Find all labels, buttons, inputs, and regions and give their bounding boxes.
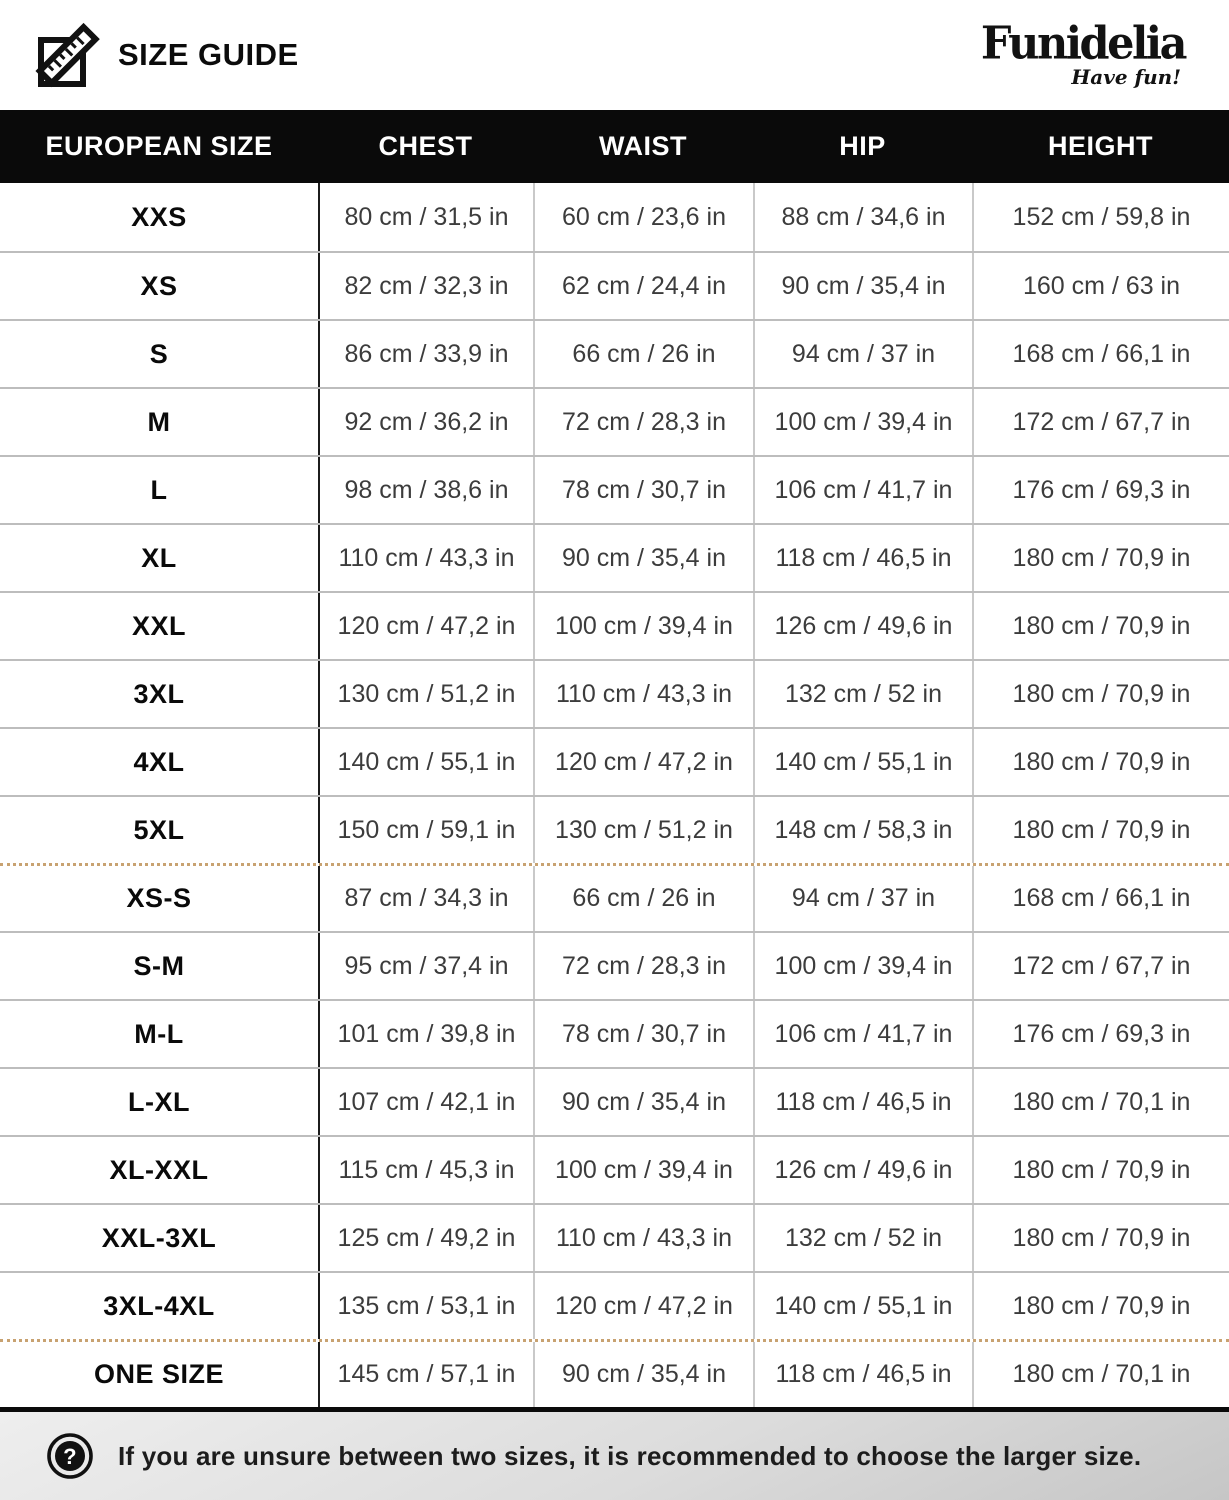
waist-value: 100 cm / 39,4 in: [533, 593, 753, 659]
table-row: [0, 1203, 1229, 1271]
chest-value: 101 cm / 39,8 in: [318, 1001, 533, 1067]
column-header-european-size: EUROPEAN SIZE: [45, 131, 273, 161]
table-row: [0, 455, 1229, 523]
size-label: XL-XXL: [109, 1154, 209, 1185]
waist-value: 72 cm / 28,3 in: [533, 933, 753, 999]
waist-value: 60 cm / 23,6 in: [533, 183, 753, 251]
chest-value: 140 cm / 55,1 in: [318, 729, 533, 795]
waist-value: 72 cm / 28,3 in: [533, 389, 753, 455]
waist-value: 110 cm / 43,3 in: [533, 1205, 753, 1271]
hip-value: 118 cm / 46,5 in: [753, 1069, 972, 1135]
table-row: [0, 1067, 1229, 1135]
size-label: XS: [140, 270, 178, 301]
size-label: 3XL: [133, 678, 185, 709]
waist-value: 62 cm / 24,4 in: [533, 253, 753, 319]
height-value: 160 cm / 63 in: [972, 253, 1229, 319]
table-row: [0, 387, 1229, 455]
table-row: [0, 183, 1229, 251]
table-row: [0, 1339, 1229, 1407]
hip-value: 100 cm / 39,4 in: [753, 389, 972, 455]
hip-value: 118 cm / 46,5 in: [753, 1342, 972, 1407]
hip-value: 148 cm / 58,3 in: [753, 797, 972, 863]
height-value: 180 cm / 70,9 in: [972, 525, 1229, 591]
column-header-height: HEIGHT: [1047, 131, 1153, 161]
chest-value: 107 cm / 42,1 in: [318, 1069, 533, 1135]
height-value: 172 cm / 67,7 in: [972, 933, 1229, 999]
waist-value: 120 cm / 47,2 in: [533, 729, 753, 795]
height-value: 180 cm / 70,1 in: [972, 1342, 1229, 1407]
height-value: 180 cm / 70,9 in: [972, 1273, 1229, 1339]
hip-value: 94 cm / 37 in: [753, 321, 972, 387]
table-row: [0, 1271, 1229, 1339]
table-row: [0, 523, 1229, 591]
chest-value: 86 cm / 33,9 in: [318, 321, 533, 387]
waist-value: 100 cm / 39,4 in: [533, 1137, 753, 1203]
footer-note: [0, 1407, 1229, 1500]
waist-value: 90 cm / 35,4 in: [533, 525, 753, 591]
chest-value: 120 cm / 47,2 in: [318, 593, 533, 659]
size-label: ONE SIZE: [93, 1359, 225, 1389]
table-row: [0, 863, 1229, 931]
size-label: S-M: [133, 950, 185, 981]
chest-value: 115 cm / 45,3 in: [318, 1137, 533, 1203]
size-label: M-L: [134, 1018, 184, 1049]
table-row: [0, 727, 1229, 795]
size-label: XXS: [131, 201, 187, 232]
waist-value: 66 cm / 26 in: [533, 866, 753, 931]
hip-value: 106 cm / 41,7 in: [753, 1001, 972, 1067]
hip-value: 106 cm / 41,7 in: [753, 457, 972, 523]
size-label: L: [150, 474, 168, 505]
hip-value: 140 cm / 55,1 in: [753, 729, 972, 795]
height-value: 176 cm / 69,3 in: [972, 457, 1229, 523]
title-group: [34, 20, 299, 90]
hip-value: 132 cm / 52 in: [753, 1205, 972, 1271]
size-label: XXL-3XL: [101, 1222, 217, 1253]
height-value: 180 cm / 70,9 in: [972, 593, 1229, 659]
height-value: 172 cm / 67,7 in: [972, 389, 1229, 455]
waist-value: 90 cm / 35,4 in: [533, 1342, 753, 1407]
height-value: 168 cm / 66,1 in: [972, 321, 1229, 387]
chest-value: 110 cm / 43,3 in: [318, 525, 533, 591]
height-value: 180 cm / 70,1 in: [972, 1069, 1229, 1135]
height-value: 176 cm / 69,3 in: [972, 1001, 1229, 1067]
waist-value: 78 cm / 30,7 in: [533, 1001, 753, 1067]
table-row: [0, 659, 1229, 727]
table-header-row: [0, 110, 1229, 183]
svg-text:?: ?: [63, 1444, 77, 1469]
column-header-waist: WAIST: [599, 131, 687, 161]
chest-value: 130 cm / 51,2 in: [318, 661, 533, 727]
table-row: [0, 251, 1229, 319]
height-value: 152 cm / 59,8 in: [972, 183, 1229, 251]
brand-name: Funidelia: [980, 17, 1185, 71]
chest-value: 87 cm / 34,3 in: [318, 866, 533, 931]
size-label: 4XL: [133, 746, 185, 777]
height-value: 168 cm / 66,1 in: [972, 866, 1229, 931]
page-title: SIZE GUIDE: [118, 37, 299, 72]
column-header-hip: HIP: [839, 131, 886, 161]
hip-value: 132 cm / 52 in: [753, 661, 972, 727]
size-label: M: [147, 406, 171, 437]
hip-value: 88 cm / 34,6 in: [753, 183, 972, 251]
height-value: 180 cm / 70,9 in: [972, 1137, 1229, 1203]
page-header: [0, 0, 1229, 110]
hip-value: 140 cm / 55,1 in: [753, 1273, 972, 1339]
chest-value: 145 cm / 57,1 in: [318, 1342, 533, 1407]
chest-value: 135 cm / 53,1 in: [318, 1273, 533, 1339]
table-body: [0, 183, 1229, 1407]
waist-value: 130 cm / 51,2 in: [533, 797, 753, 863]
size-label: 3XL-4XL: [103, 1290, 215, 1321]
hip-value: 126 cm / 49,6 in: [753, 1137, 972, 1203]
size-label: L-XL: [128, 1086, 190, 1117]
height-value: 180 cm / 70,9 in: [972, 729, 1229, 795]
chest-value: 95 cm / 37,4 in: [318, 933, 533, 999]
size-label: 5XL: [133, 814, 185, 845]
table-row: [0, 1135, 1229, 1203]
chest-value: 125 cm / 49,2 in: [318, 1205, 533, 1271]
height-value: 180 cm / 70,9 in: [972, 797, 1229, 863]
waist-value: 90 cm / 35,4 in: [533, 1069, 753, 1135]
waist-value: 110 cm / 43,3 in: [533, 661, 753, 727]
chest-value: 80 cm / 31,5 in: [318, 183, 533, 251]
waist-value: 66 cm / 26 in: [533, 321, 753, 387]
hip-value: 94 cm / 37 in: [753, 866, 972, 931]
hip-value: 126 cm / 49,6 in: [753, 593, 972, 659]
size-label: XXL: [131, 610, 186, 641]
hip-value: 90 cm / 35,4 in: [753, 253, 972, 319]
size-label: XS-S: [126, 883, 192, 913]
footer-text: If you are unsure between two sizes, it is recommended to choose the larger size.: [118, 1440, 1142, 1471]
table-row: [0, 591, 1229, 659]
size-label: XL: [141, 542, 177, 573]
chest-value: 150 cm / 59,1 in: [318, 797, 533, 863]
height-value: 180 cm / 70,9 in: [972, 1205, 1229, 1271]
table-row: [0, 931, 1229, 999]
table-row: [0, 795, 1229, 863]
height-value: 180 cm / 70,9 in: [972, 661, 1229, 727]
brand-tagline: Have fun!: [1071, 65, 1181, 89]
column-header-chest: CHEST: [378, 131, 473, 161]
brand-logo: [980, 17, 1185, 89]
chest-value: 82 cm / 32,3 in: [318, 253, 533, 319]
hip-value: 118 cm / 46,5 in: [753, 525, 972, 591]
question-mark-icon: [46, 1432, 94, 1480]
chest-value: 92 cm / 36,2 in: [318, 389, 533, 455]
waist-value: 78 cm / 30,7 in: [533, 457, 753, 523]
size-label: S: [149, 338, 169, 369]
ruler-square-icon: [34, 20, 100, 90]
chest-value: 98 cm / 38,6 in: [318, 457, 533, 523]
table-row: [0, 319, 1229, 387]
hip-value: 100 cm / 39,4 in: [753, 933, 972, 999]
table-row: [0, 999, 1229, 1067]
waist-value: 120 cm / 47,2 in: [533, 1273, 753, 1339]
